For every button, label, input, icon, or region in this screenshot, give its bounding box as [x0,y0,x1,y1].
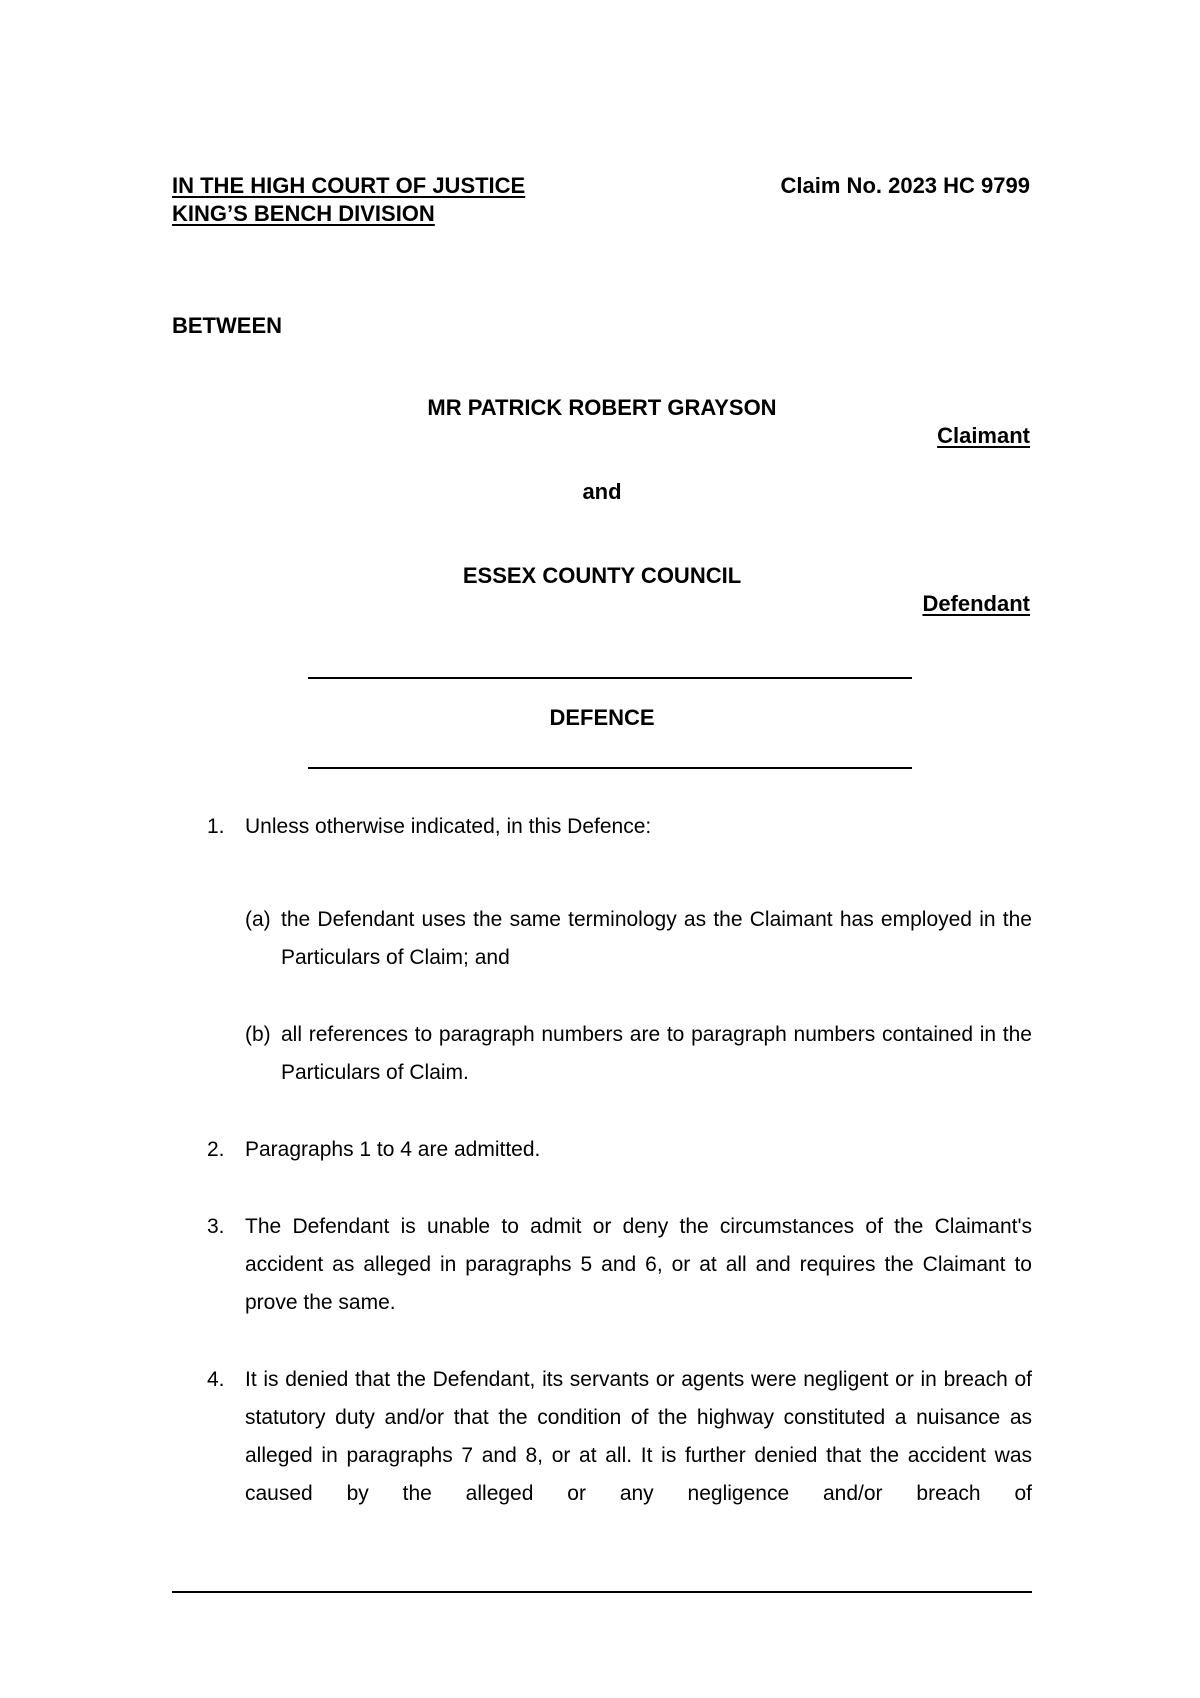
paragraph-number: 3. [207,1215,225,1238]
defendant-name: ESSEX COUNTY COUNCIL [462,563,742,588]
title-rule-bottom [308,767,912,769]
subparagraph-text: the Defendant uses the same terminology as the Claimant has employed in the Particulars of Claim; and [281,908,1032,969]
claim-number: Claim No. 2023 HC 9799 [780,173,1030,198]
paragraph-text: It is denied that the Defendant, its servants or agents were negligent or in breach of statutory duty and/or that the condition of the highway constituted a nuisance as alleged in paragraphs 7 and 8, or at all. It is further denied that the accident was caused by the alleged or any negligence and/or breach of [245,1368,1032,1505]
claimant-name: MR PATRICK ROBERT GRAYSON [427,395,777,420]
claimant-label: Claimant [937,423,1030,448]
subparagraph-label: (b) [245,1023,271,1046]
subparagraph-label: (a) [245,908,271,931]
defendant-label: Defendant [922,591,1030,616]
between-label: BETWEEN [172,313,282,338]
document-title: DEFENCE [549,705,655,730]
paragraph-text: Paragraphs 1 to 4 are admitted. [245,1138,541,1161]
court-division: KING’S BENCH DIVISION [172,201,435,226]
footer-rule [172,1591,1032,1593]
paragraph-number: 2. [207,1138,225,1161]
paragraph-text: The Defendant is unable to admit or deny the circumstances of the Claimant's accident as alleged in paragraphs 5 and 6, or at all and requires the Claimant to prove the same. [245,1215,1032,1314]
paragraph-number: 4. [207,1368,225,1391]
paragraph-number: 1. [207,815,225,838]
and-label: and [582,479,622,504]
court-name: IN THE HIGH COURT OF JUSTICE [172,173,526,198]
paragraph-text: Unless otherwise indicated, in this Defence: [245,815,652,838]
subparagraph-text: all references to paragraph numbers are to paragraph numbers contained in the Particulars of Claim. [281,1023,1032,1084]
title-rule-top [308,677,912,679]
